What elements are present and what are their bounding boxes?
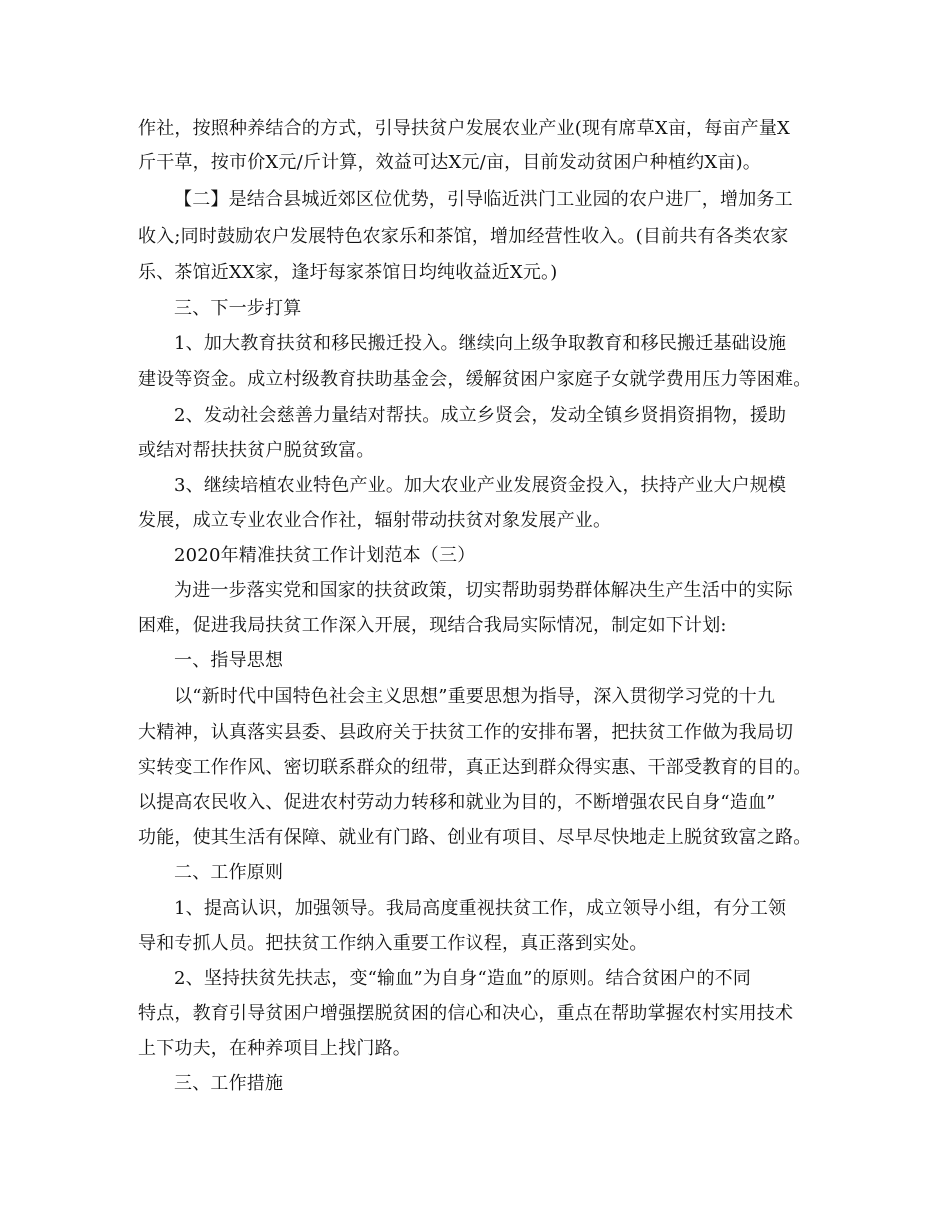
text-line: 发展，成立专业农业合作社，辐射带动扶贫对象发展产业。 bbox=[138, 510, 612, 531]
text-line: 作社，按照种养结合的方式，引导扶贫户发展农业产业(现有席草X亩，每亩产量X bbox=[138, 118, 791, 139]
text-line: 2、发动社会慈善力量结对帮扶。成立乡贤会，发动全镇乡贤捐资捐物，援助 bbox=[174, 405, 787, 426]
text-line: 3、继续培植农业特色产业。加大农业产业发展资金投入，扶持产业大户规模 bbox=[174, 475, 787, 496]
text-line: 乐、茶馆近XX家，逢圩每家茶馆日均纯收益近X元。) bbox=[138, 262, 558, 283]
text-line: 导和专抓人员。把扶贫工作纳入重要工作议程，真正落到实处。 bbox=[138, 933, 648, 954]
text-line: 为进一步落实党和国家的扶贫政策，切实帮助弱势群体解决生产生活中的实际 bbox=[174, 580, 793, 601]
text-line: 特点，教育引导贫困户增强摆脱贫困的信心和决心，重点在帮助掌握农村实用技术 bbox=[138, 1003, 794, 1024]
text-line: 上下功夫，在种养项目上找门路。 bbox=[138, 1038, 411, 1059]
text-line: 【二】是结合县城近郊区位优势，引导临近洪门工业园的农户进厂，增加务工 bbox=[174, 189, 793, 210]
text-line: 功能，使其生活有保障、就业有门路、创业有项目、尽早尽快地走上脱贫致富之路。 bbox=[138, 827, 812, 848]
section-heading: 三、工作措施 bbox=[174, 1073, 284, 1094]
text-line: 困难，促进我局扶贫工作深入开展，现结合我局实际情况，制定如下计划: bbox=[138, 615, 727, 636]
text-line: 大精神，认真落实县委、县政府关于扶贫工作的安排布署，把扶贫工作做为我局切 bbox=[138, 722, 794, 743]
text-line: 1、提高认识，加强领导。我局高度重视扶贫工作，成立领导小组，有分工领 bbox=[174, 898, 787, 919]
section-heading: 三、下一步打算 bbox=[174, 298, 302, 319]
text-line: 以“新时代中国特色社会主义思想”重要思想为指导，深入贯彻学习党的十九 bbox=[174, 686, 776, 707]
section-heading: 二、工作原则 bbox=[174, 862, 284, 883]
text-line: 斤干草，按市价X元/斤计算，效益可达X元/亩，目前发动贫困户种植约X亩)。 bbox=[138, 152, 761, 173]
text-line: 建设等资金。成立村级教育扶助基金会，缓解贫困户家庭子女就学费用压力等困难。 bbox=[138, 369, 812, 390]
text-line: 实转变工作作风、密切联系群众的纽带，真正达到群众得实惠、干部受教育的目的。 bbox=[138, 757, 812, 778]
section-heading: 一、指导思想 bbox=[174, 650, 284, 671]
text-line: 2、坚持扶贫先扶志，变“输血”为自身“造血”的原则。结合贫困户的不同 bbox=[174, 968, 752, 989]
text-line: 收入;同时鼓励农户发展特色农家乐和茶馆，增加经营性收入。(目前共有各类农家 bbox=[138, 226, 789, 247]
text-line: 以提高农民收入、促进农村劳动力转移和就业为目的，不断增强农民自身“造血” bbox=[138, 792, 776, 813]
section-title: 2020年精准扶贫工作计划范本（三） bbox=[174, 545, 476, 566]
text-line: 1、加大教育扶贫和移民搬迁投入。继续向上级争取教育和移民搬迁基础设施 bbox=[174, 333, 787, 354]
text-line: 或结对帮扶扶贫户脱贫致富。 bbox=[138, 440, 375, 461]
